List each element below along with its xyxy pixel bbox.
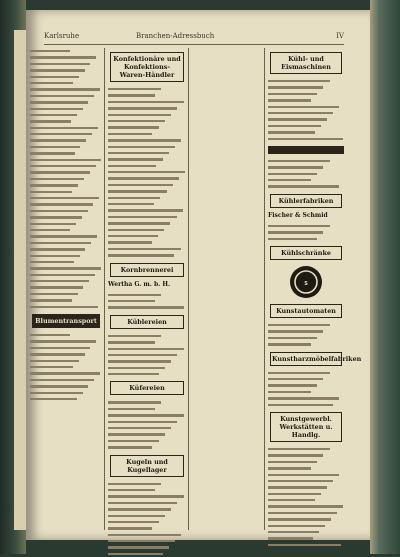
section-heading: Kunstgewerbl. Werkstätten u. Handlg.: [270, 412, 342, 442]
page-number: IV: [336, 32, 344, 40]
entry-line: [268, 236, 344, 242]
column-rule: [188, 48, 189, 530]
entry-line: [268, 136, 344, 142]
entry-line: [268, 402, 344, 408]
section-heading: Kühlerfabriken: [270, 194, 342, 208]
section-heading: Kühlschränke: [270, 246, 342, 260]
section-heading: Kühl- und Eismaschinen: [270, 52, 342, 74]
siemens-logo: [288, 264, 324, 300]
entry-line: [108, 252, 186, 258]
entry-line: [30, 304, 102, 310]
svg-text:S: S: [304, 281, 308, 288]
section-heading: Kunstautomaten: [270, 304, 342, 318]
entry-line: [268, 542, 344, 548]
entry-line: [108, 371, 186, 377]
entry-line: [268, 341, 344, 347]
section-heading: Kornbrennerei: [110, 263, 184, 277]
section-heading: Blumentransport: [32, 314, 100, 328]
section-heading: Kugeln und Kugellager: [110, 455, 184, 477]
section-heading: Kunstharzmöbelfabriken: [270, 352, 342, 366]
page-header: [44, 30, 344, 45]
section-heading: Küblereien: [110, 315, 184, 329]
advertisement: Fischer & Schmid: [268, 211, 328, 219]
column-rule: [104, 48, 105, 530]
advertisement: Wertha G. m. b. H.: [108, 280, 171, 288]
entry-line: [108, 304, 186, 310]
header-middle: Branchen-Adressbuch: [136, 32, 215, 40]
column-1: [30, 48, 102, 402]
column-rule: [264, 48, 265, 530]
page-edge: [370, 0, 400, 554]
entry-line: [268, 183, 344, 189]
section-heading: Küfereien: [110, 381, 184, 395]
entry-line: [108, 444, 186, 450]
column-3: [268, 48, 362, 548]
header-left: Karlsruhe: [44, 32, 80, 40]
column-2: [108, 48, 186, 557]
advertisement: [268, 146, 344, 154]
entry-line: [30, 396, 102, 402]
section-heading: Konfektionäre und Konfektions-Waren-Händler: [110, 52, 184, 82]
